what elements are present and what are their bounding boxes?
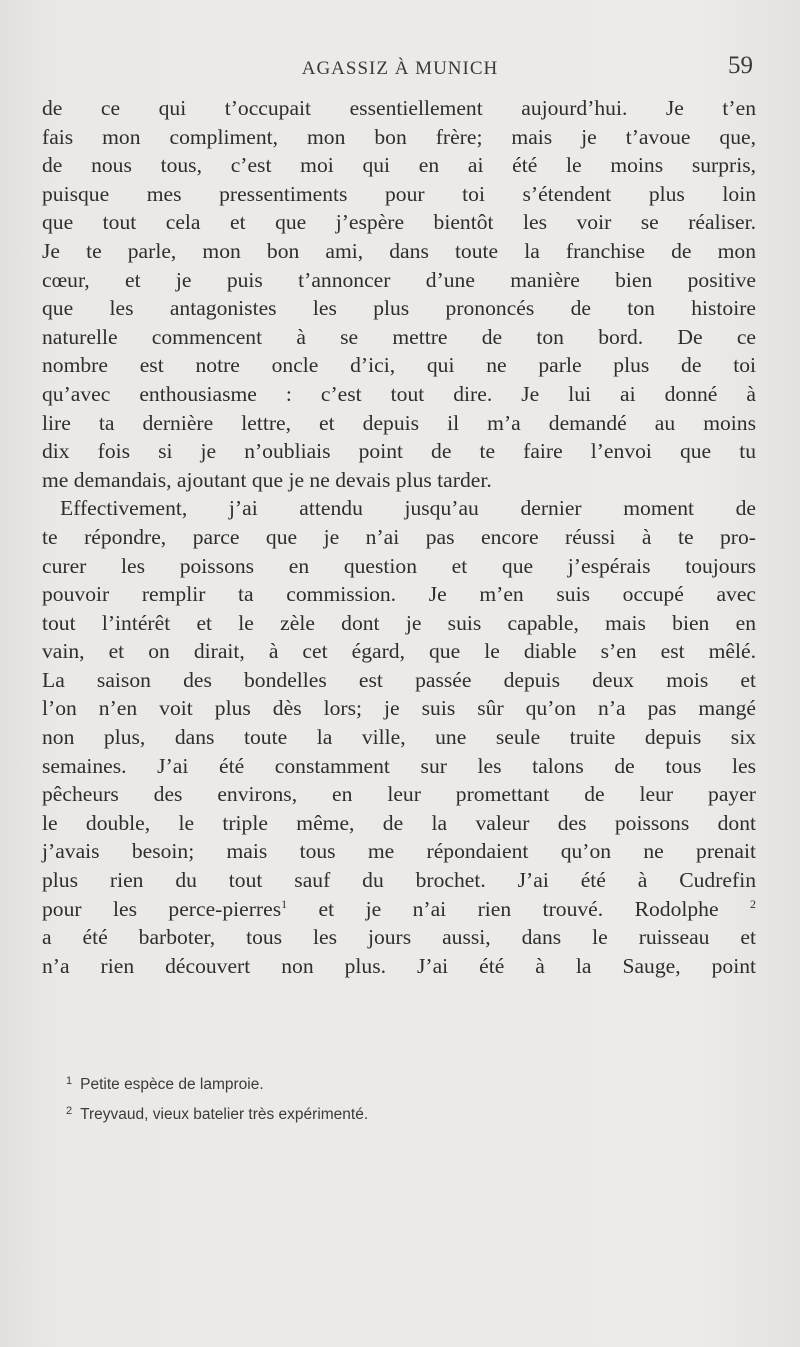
footnote-ref: 1 (281, 896, 288, 911)
text-line-with-notes (42, 895, 756, 924)
text-line: dix fois si je n’oubliais point de te faire l’envoi que tu (42, 439, 756, 464)
footnote-mark: 1 (66, 1075, 73, 1087)
text-line: La saison des bondelles est passée depuis deux mois et (42, 667, 756, 692)
text-line: Je te parle, mon bon ami, dans toute la franchise de mon (42, 238, 756, 263)
footnote (66, 1098, 756, 1128)
text-line: Effectivement, j’ai attendu jusqu’au dernier moment de (60, 496, 756, 521)
text-line: vain, et on dirait, à cet égard, que le diable s’en est mêlé. (42, 639, 756, 664)
running-title: AGASSIZ À MUNICH (301, 58, 499, 79)
text-line: tout l’intérêt et le zèle dont je suis capable, mais bien en (42, 610, 756, 635)
text-line: lire ta dernière lettre, et depuis il m’a demandé au moins (42, 410, 756, 435)
text-line: n’a rien découvert non plus. J’ai été à la Sauge, point (42, 953, 756, 978)
footnote-text: Treyvaud, vieux batelier très expérimenté. (80, 1106, 369, 1123)
text-line: fais mon compliment, mon bon frère; mais je t’avoue que, (42, 124, 756, 149)
text-line: curer les poissons en question et que j’espérais toujours (42, 553, 756, 578)
body-text (42, 94, 756, 980)
text-line: te répondre, parce que je n’ai pas encore réussi à te pro- (42, 524, 756, 549)
text-line: le double, le triple même, de la valeur des poissons dont (42, 810, 756, 835)
text-line: puisque mes pressentiments pour toi s’étendent plus loin (42, 181, 756, 206)
text-line: que tout cela et que j’espère bientôt les voir se réaliser. (42, 210, 756, 235)
text-line: de ce qui t’occupait essentiellement aujourd’hui. Je t’en (42, 96, 756, 120)
text-line: cœur, et je puis t’annoncer d’une manière bien positive (42, 267, 756, 292)
text-line: semaines. J’ai été constamment sur les talons de tous les (42, 753, 756, 778)
footnote-ref: 2 (750, 896, 756, 911)
text-fragment: et je n’ai rien trouvé. Rodolphe (287, 896, 719, 921)
text-line: j’avais besoin; mais tous me répondaient qu’on ne prenait (42, 839, 756, 864)
text-line: plus rien du tout sauf du brochet. J’ai été à Cudrefin (42, 868, 756, 893)
text-line: de nous tous, c’est moi qui en ai été le moins surpris, (42, 153, 756, 178)
text-line: me demandais, ajoutant que je ne devais plus tarder. (42, 467, 492, 492)
text-line: pouvoir remplir ta commission. Je m’en suis occupé avec (42, 582, 756, 607)
text-line: pêcheurs des environs, en leur promettant de leur payer (42, 782, 756, 807)
page-number: 59 (728, 52, 753, 79)
footnote-text: Petite espèce de lamproie. (80, 1076, 264, 1093)
page-header (0, 52, 800, 88)
text-line: que les antagonistes les plus prononcés de ton histoire (42, 296, 756, 321)
footnote (66, 1068, 756, 1098)
text-line: nombre est notre oncle d’ici, qui ne parle plus de toi (42, 353, 756, 378)
text-line: a été barboter, tous les jours aussi, dans le ruisseau et (42, 925, 756, 950)
text-line: naturelle commencent à se mettre de ton bord. De ce (42, 324, 756, 349)
text-line: qu’avec enthousiasme : c’est tout dire. Je lui ai donné à (42, 381, 756, 406)
text-fragment: pour les perce-pierres (42, 896, 282, 921)
text-line: l’on n’en voit plus dès lors; je suis sûr qu’on n’a pas mangé (42, 696, 756, 721)
text-line: non plus, dans toute la ville, une seule truite depuis six (42, 725, 756, 750)
footnotes (66, 1068, 756, 1128)
footnote-mark: 2 (66, 1105, 73, 1117)
